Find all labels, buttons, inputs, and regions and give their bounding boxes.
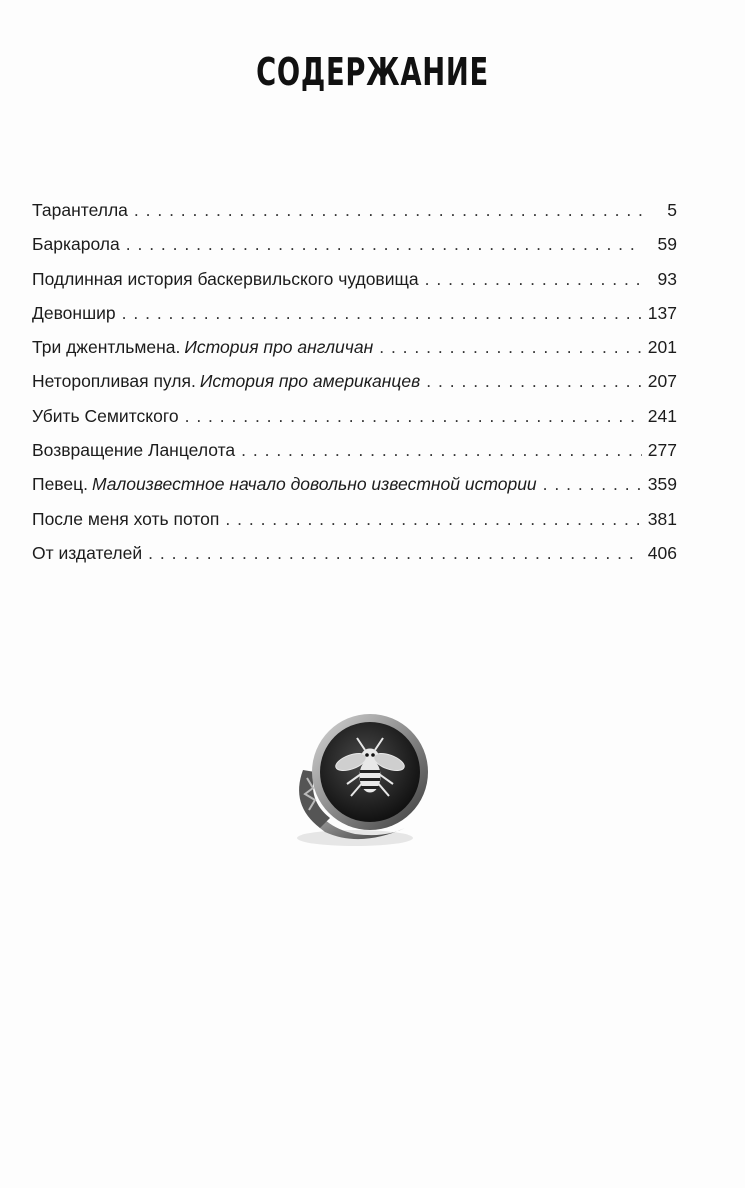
- toc-entry-title: Подлинная история баскервильского чудовища: [32, 268, 419, 289]
- toc-entry: [32, 509, 677, 543]
- toc-entry-page: 137: [647, 302, 677, 323]
- toc-entry-subtitle: Малоизвестное начало довольно известной истории: [92, 474, 537, 495]
- toc-entry-page: 93: [657, 268, 677, 289]
- toc-entry-title: Девоншир: [32, 302, 116, 323]
- toc-entry-title: Тарантелла: [32, 200, 128, 220]
- toc-entry-title: Баркарола: [32, 234, 120, 255]
- toc-entry-title: Неторопливая пуля.: [32, 371, 196, 392]
- toc-entry-title: Возвращение Ланцелота: [32, 440, 236, 461]
- toc-entry: [32, 543, 677, 577]
- toc-entry: [32, 440, 677, 474]
- dot-leader: [425, 269, 643, 290]
- toc-entry: [32, 234, 677, 268]
- toc-entry-page: 241: [647, 405, 677, 426]
- toc-entry-title: После меня хоть потоп: [32, 508, 220, 529]
- table-of-contents: [32, 200, 677, 577]
- toc-entry-title: Певец.: [32, 474, 89, 495]
- dot-leader: [134, 200, 643, 221]
- dot-leader: [185, 406, 642, 427]
- toc-entry-page: 381: [647, 508, 677, 529]
- toc-entry: [32, 303, 677, 337]
- dot-leader: [126, 234, 643, 255]
- toc-entry-page: 201: [647, 337, 677, 358]
- toc-entry-page: 277: [647, 440, 677, 461]
- dot-leader: [148, 543, 642, 564]
- dot-leader: [426, 371, 642, 392]
- toc-entry-page: 5: [667, 200, 677, 220]
- toc-entry-page: 406: [647, 542, 677, 563]
- dot-leader: [543, 474, 642, 495]
- toc-entry-page: 59: [657, 234, 677, 255]
- dot-leader: [241, 440, 642, 461]
- toc-entry-page: 359: [647, 474, 677, 495]
- dot-leader: [225, 509, 641, 530]
- toc-entry: [32, 337, 677, 371]
- toc-entry-title: От издателей: [32, 542, 143, 563]
- dot-leader: [122, 303, 642, 324]
- toc-entry-title: Убить Семитского: [32, 405, 179, 426]
- toc-entry-subtitle: История про англичан: [184, 337, 374, 358]
- toc-entry-subtitle: История про американцев: [199, 371, 421, 392]
- toc-entry-title: Три джентльмена.: [32, 337, 181, 358]
- bee-signet-ring-icon: [285, 710, 445, 850]
- dot-leader: [379, 337, 642, 358]
- page-title: СОДЕРЖАНИЕ: [256, 50, 489, 94]
- toc-entry: [32, 371, 677, 405]
- toc-entry: [32, 200, 677, 234]
- toc-entry: [32, 406, 677, 440]
- toc-entry: [32, 269, 677, 303]
- toc-entry-page: 207: [647, 371, 677, 392]
- toc-entry: [32, 474, 677, 508]
